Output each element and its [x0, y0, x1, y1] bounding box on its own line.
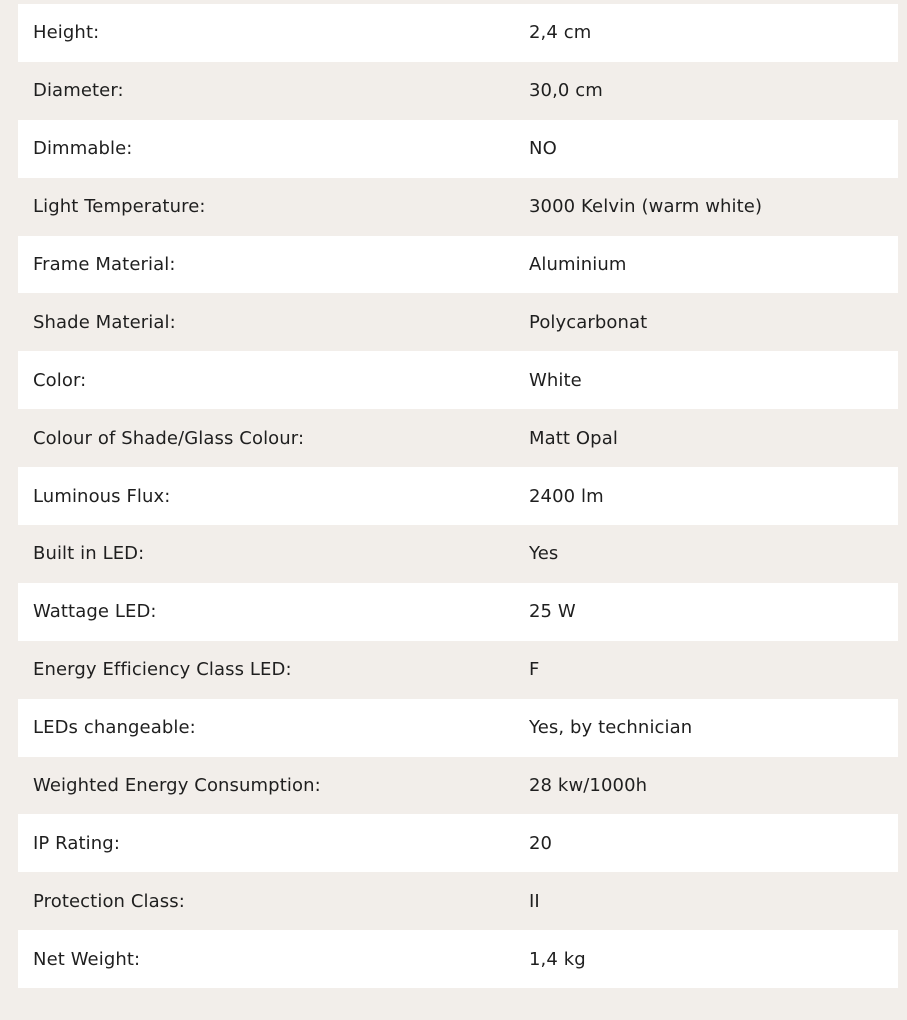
- spec-row-height: [18, 4, 898, 62]
- spec-value: 2,4 cm: [529, 22, 592, 44]
- spec-row-shade-glass-colour: [18, 409, 898, 467]
- spec-row-wattage-led: [18, 583, 898, 641]
- spec-value: 1,4 kg: [529, 948, 586, 970]
- spec-row-weighted-energy-consumption: [18, 757, 898, 815]
- spec-value: Aluminium: [529, 254, 627, 275]
- spec-value: White: [529, 369, 582, 391]
- spec-label: Built in LED:: [33, 543, 145, 565]
- spec-label: Dimmable:: [33, 138, 133, 160]
- spec-value: 20: [529, 832, 553, 854]
- spec-value: Yes: [529, 543, 559, 565]
- spec-label: Height:: [33, 22, 100, 44]
- spec-row-protection-class: [18, 872, 898, 930]
- spec-value: Matt Opal: [529, 427, 618, 449]
- spec-row-diameter: [18, 62, 898, 120]
- spec-value: 3000 Kelvin (warm white): [529, 196, 763, 218]
- spec-row-energy-efficiency-class: [18, 641, 898, 699]
- spec-row-net-weight: [18, 930, 898, 988]
- spec-label: Color:: [33, 369, 87, 391]
- spec-row-built-in-led: [18, 525, 898, 583]
- spec-value: Polycarbonat: [529, 311, 648, 333]
- spec-row-color: [18, 351, 898, 409]
- spec-value: 2400 lm: [529, 485, 604, 507]
- spec-label: Frame Material:: [33, 254, 176, 275]
- spec-row-dimmable: [18, 120, 898, 178]
- spec-label: Diameter:: [33, 80, 124, 102]
- spec-table: [18, 4, 898, 988]
- spec-value: Yes, by technician: [529, 717, 693, 739]
- spec-label: IP Rating:: [33, 832, 120, 854]
- spec-value: II: [529, 890, 540, 912]
- spec-row-shade-material: [18, 293, 898, 351]
- spec-row-frame-material: [18, 236, 898, 294]
- spec-value: NO: [529, 138, 557, 160]
- spec-label: Light Temperature:: [33, 196, 206, 218]
- spec-label: Colour of Shade/Glass Colour:: [33, 427, 305, 449]
- spec-label: Weighted Energy Consumption:: [33, 775, 321, 797]
- spec-label: Wattage LED:: [33, 601, 157, 623]
- spec-row-ip-rating: [18, 814, 898, 872]
- spec-label: Luminous Flux:: [33, 485, 171, 507]
- spec-value: 30,0 cm: [529, 80, 603, 102]
- spec-value: 25 W: [529, 601, 576, 623]
- spec-label: Energy Efficiency Class LED:: [33, 659, 292, 681]
- spec-row-leds-changeable: [18, 699, 898, 757]
- spec-row-luminous-flux: [18, 467, 898, 525]
- spec-label: Protection Class:: [33, 890, 185, 912]
- spec-row-light-temperature: [18, 178, 898, 236]
- spec-value: 28 kw/1000h: [529, 775, 648, 797]
- spec-label: Shade Material:: [33, 311, 176, 333]
- spec-label: LEDs changeable:: [33, 717, 196, 739]
- spec-value: F: [529, 659, 540, 681]
- spec-label: Net Weight:: [33, 948, 141, 970]
